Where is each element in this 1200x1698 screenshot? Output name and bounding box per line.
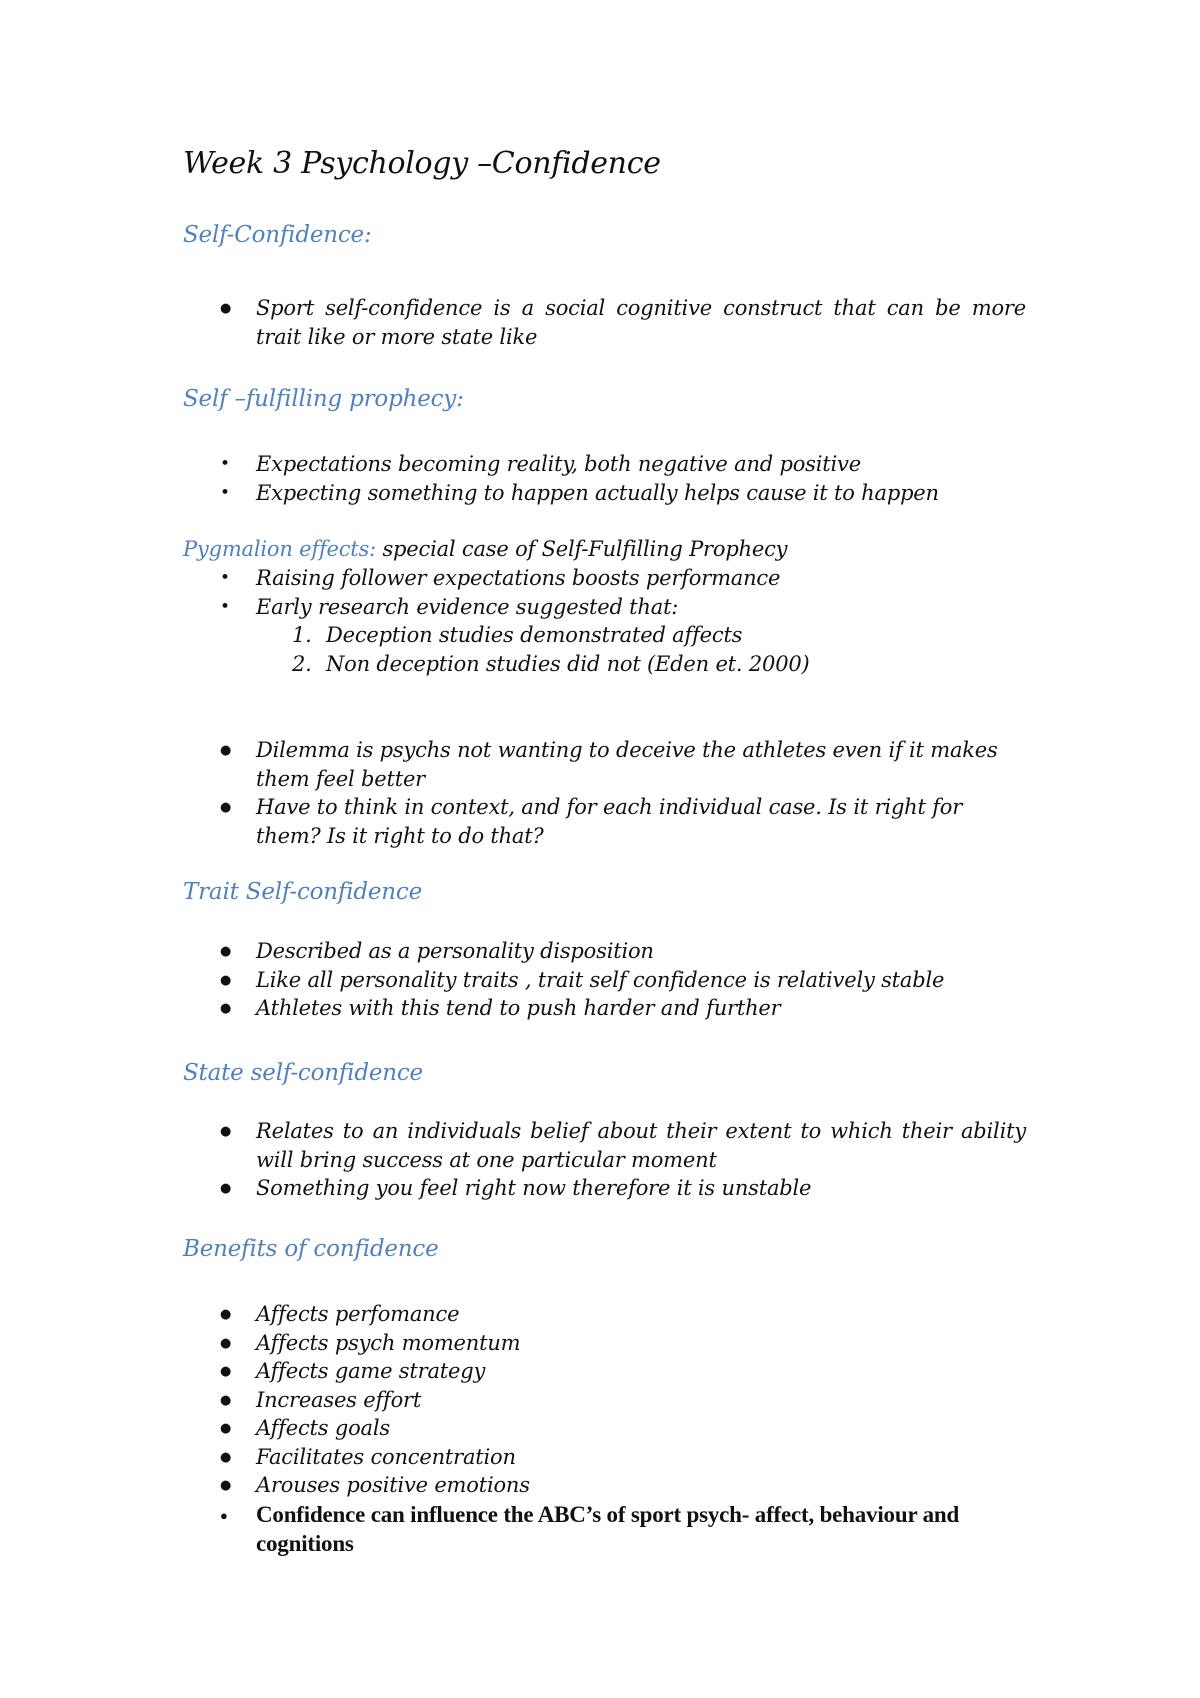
list-item: ● Something you feel right now therefore it is unstable <box>256 1174 1026 1203</box>
item-number: 2. <box>292 651 312 676</box>
list-item: • Early research evidence suggested that: <box>256 593 1026 622</box>
list-item: ● Facilitates concentration <box>256 1443 1026 1472</box>
self-fulfilling-list <box>256 450 1026 507</box>
list-item: ● Described as a personality disposition <box>256 937 1026 966</box>
list-item: ● Have to think in context, and for each individual case. Is it right for them? Is it right to do that? <box>256 793 1026 850</box>
list-item: • Raising follower expectations boosts performance <box>256 564 1026 593</box>
heading-self-fulfilling-prophecy: Self –fulfilling prophecy: <box>183 386 464 412</box>
state-list <box>256 1117 1026 1203</box>
list-item: • Expectations becoming reality, both negative and positive <box>256 450 1026 479</box>
heading-trait-self-confidence: Trait Self-confidence <box>183 879 422 905</box>
list-item: • Expecting something to happen actually helps cause it to happen <box>256 479 1026 508</box>
list-item: ● Affects game strategy <box>256 1357 1026 1386</box>
heading-self-confidence: Self-Confidence: <box>183 222 372 248</box>
item-number: 1. <box>292 623 312 647</box>
list-item: ● Athletes with this tend to push harder and further <box>256 994 1026 1023</box>
list-item: ● Affects perfomance <box>256 1300 1026 1329</box>
trait-list <box>256 937 1026 1023</box>
list-item: ● Arouses positive emotions <box>256 1471 1026 1500</box>
document-title: Week 3 Psychology –Confidence <box>183 146 661 181</box>
pygmalion-label: Pygmalion effects: <box>183 537 376 561</box>
list-item: ● Like all personality traits , trait self confidence is relatively stable <box>256 966 1026 995</box>
item-text: Non deception studies did not (Eden et. 2000) <box>326 651 810 676</box>
list-item: ● Sport self-confidence is a social cognitive construct that can be more trait like or more state like <box>256 294 1026 351</box>
numbered-item <box>256 621 1026 650</box>
pygmalion-list <box>256 564 1026 678</box>
list-item: ● Affects psych momentum <box>256 1329 1026 1358</box>
self-confidence-list <box>256 294 1026 351</box>
heading-benefits-of-confidence: Benefits of confidence <box>183 1236 439 1262</box>
benefits-list <box>256 1300 1026 1558</box>
numbered-item <box>256 650 1026 679</box>
pygmalion-after-list <box>256 736 1026 850</box>
list-item: ● Dilemma is psychs not wanting to deceive the athletes even if it makes them feel better <box>256 736 1026 793</box>
list-item-bold: ● Confidence can influence the ABC’s of sport psych- affect, behaviour and cognitions <box>256 1500 1026 1558</box>
pygmalion-line <box>183 537 787 561</box>
list-item: ● Increases effort <box>256 1386 1026 1415</box>
heading-state-self-confidence: State self-confidence <box>183 1060 423 1086</box>
list-item: ● Affects goals <box>256 1414 1026 1443</box>
list-item: ● Relates to an individuals belief about their extent to which their ability will bring success at one particular moment <box>256 1117 1026 1174</box>
pygmalion-text: special case of Self-Fulfilling Prophecy <box>376 537 788 561</box>
item-text: Deception studies demonstrated affects <box>326 623 743 647</box>
